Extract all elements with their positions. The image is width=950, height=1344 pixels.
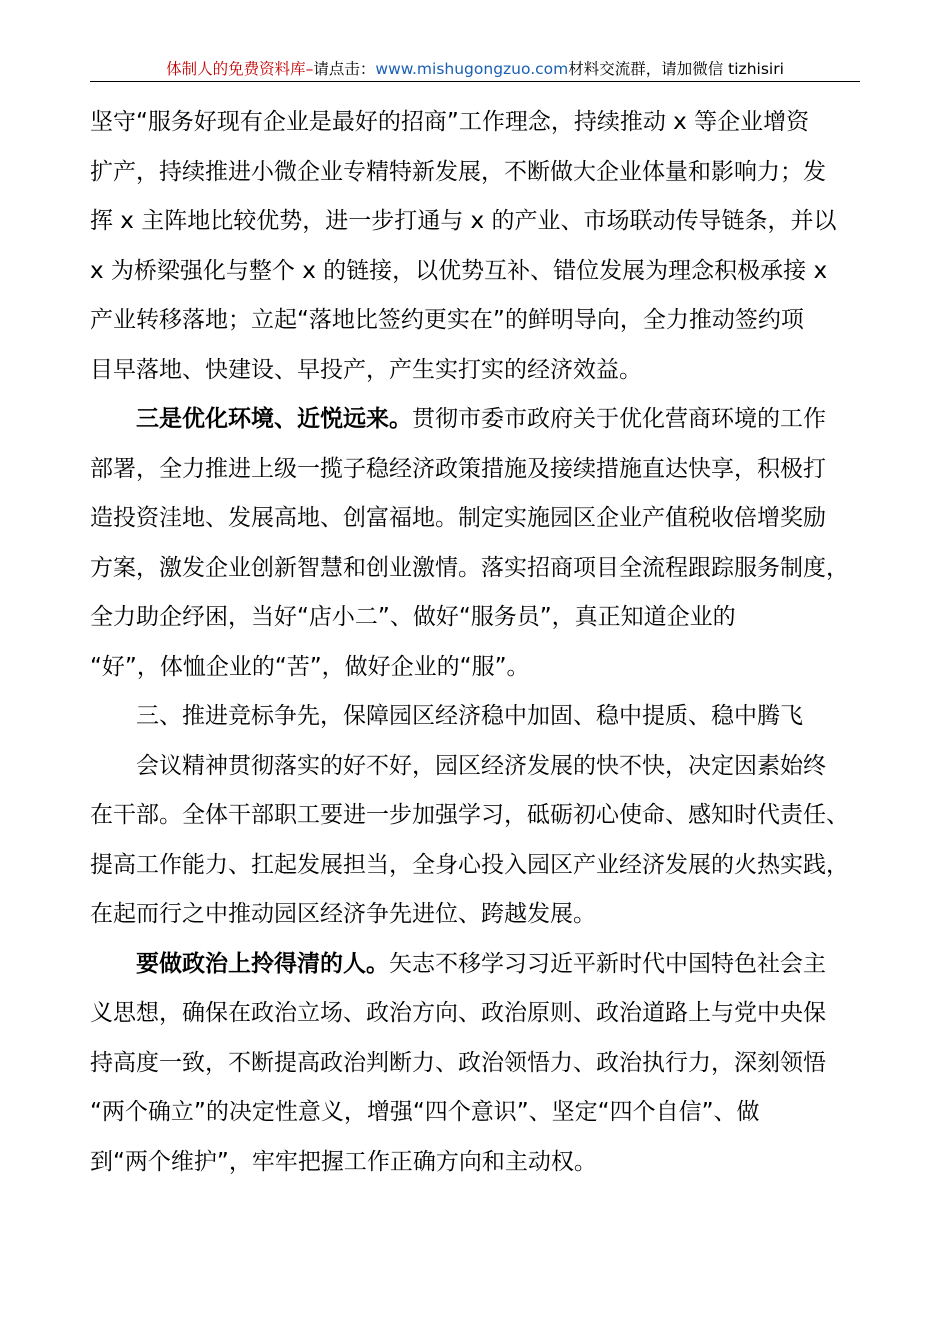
text-line: 产业转移落地；立起“落地比签约更实在”的鲜明导向，全力推动签约项 bbox=[90, 307, 804, 333]
paragraph-5 bbox=[90, 940, 860, 1188]
text-line: 持高度一致，不断提高政治判断力、政治领悟力、政治执行力，深刻领悟 bbox=[90, 1049, 826, 1076]
header-brand: 体制人的免费资料库 bbox=[166, 60, 306, 78]
text-run: 矢志不移学习习近平新时代中国特色社会主 bbox=[389, 950, 826, 977]
text-line bbox=[90, 940, 860, 990]
text-line: 全力助企纾困，当好“店小二”、做好“服务员”，真正知道企业的 bbox=[90, 604, 736, 630]
text-line: “好”，体恤企业的“苦”，做好企业的“服”。 bbox=[90, 653, 530, 680]
text-line: 目早落地、快建设、早投产，产生实打实的经济效益。 bbox=[90, 356, 642, 383]
page-header bbox=[90, 58, 860, 80]
paragraph-2 bbox=[90, 395, 860, 692]
text-line: 造投资洼地、发展高地、创富福地。制定实施园区企业产值税收倍增奖励 bbox=[90, 505, 826, 531]
text-line: 坚守“服务好现有企业是最好的招商”工作理念，持续推动 x 等企业增资 bbox=[90, 109, 810, 135]
text-line: 义思想，确保在政治立场、政治方向、政治原则、政治道路上与党中央保 bbox=[90, 1000, 826, 1026]
text-line bbox=[90, 395, 860, 445]
text-line: x 为桥梁强化与整个 x 的链接，以优势互补、错位发展为理念积极承接 x bbox=[90, 257, 828, 284]
text-line: “两个确立”的决定性意义，增强“四个意识”、坚定“四个自信”、做 bbox=[90, 1099, 760, 1125]
section-heading bbox=[90, 692, 860, 742]
header-tail: 材料交流群，请加微信 tizhisiri bbox=[568, 60, 784, 78]
text-line: 扩产，持续推进小微企业专精特新发展，不断做大企业体量和影响力；发 bbox=[90, 158, 826, 185]
text-line: 到“两个维护”，牢牢把握工作正确方向和主动权。 bbox=[90, 1148, 597, 1175]
text-line: 在起而行之中推动园区经济争先进位、跨越发展。 bbox=[90, 901, 596, 927]
header-dash: – bbox=[305, 60, 314, 78]
paragraph-lead-heading: 要做政治上拎得清的人。 bbox=[136, 950, 389, 977]
document-body bbox=[90, 98, 860, 1187]
header-divider bbox=[90, 81, 860, 82]
text-line: 部署，全力推进上级一揽子稳经济政策措施及接续措施直达快享，积极打 bbox=[90, 455, 826, 482]
header-url-link[interactable]: www.mishugongzuo.com bbox=[375, 60, 569, 78]
paragraph-1 bbox=[90, 98, 860, 395]
text-line: 会议精神贯彻落实的好不好，园区经济发展的快不快，决定因素始终 bbox=[136, 752, 826, 779]
paragraph-4 bbox=[90, 742, 860, 940]
header-click-prompt: 请点击： bbox=[313, 60, 376, 78]
text-line: 在干部。全体干部职工要进一步加强学习，砥砺初心使命、感知时代责任、 bbox=[90, 802, 849, 828]
text-line: 提高工作能力、扛起发展担当，全身心投入园区产业经济发展的火热实践， bbox=[90, 851, 849, 878]
text-line: 方案，激发企业创新智慧和创业激情。落实招商项目全流程跟踪服务制度， bbox=[90, 554, 849, 581]
section-heading-text: 三、推进竞标争先，保障园区经济稳中加固、稳中提质、稳中腾飞 bbox=[136, 703, 803, 729]
paragraph-lead-heading: 三是优化环境、近悦远来。 bbox=[136, 406, 412, 432]
text-line: 挥 x 主阵地比较优势，进一步打通与 x 的产业、市场联动传导链条，并以 bbox=[90, 208, 837, 234]
text-run: 贯彻市委市政府关于优化营商环境的工作 bbox=[412, 406, 826, 432]
